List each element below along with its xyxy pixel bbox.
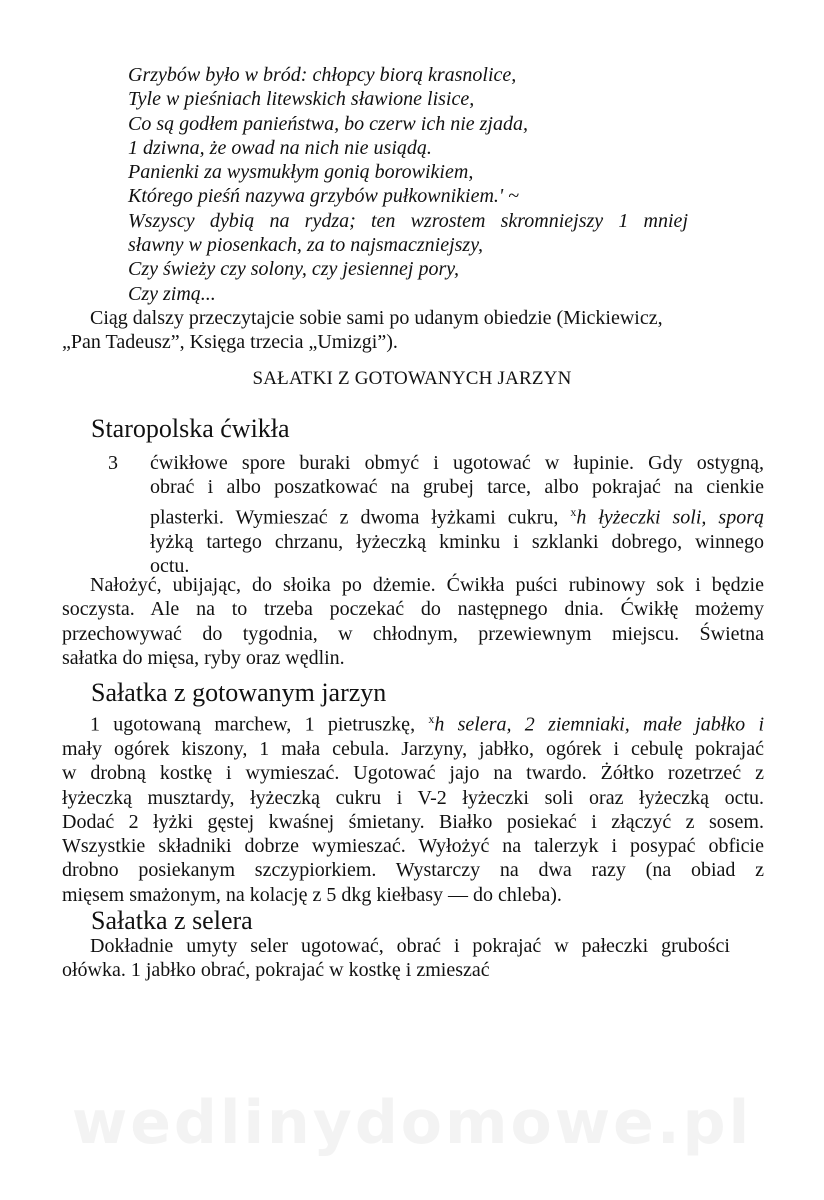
superscript: x: [570, 504, 577, 519]
paragraph-line: przechowywać do tygodnia, w chłodnym, przewiewnym miejscu. Świetna: [62, 622, 764, 645]
poem-line: Czy świeży czy solony, czy jesiennej pory,: [128, 258, 460, 281]
poem-excerpt: [128, 63, 768, 306]
section-heading: SAŁATKI Z GOTOWANYCH JARZYN: [252, 368, 572, 389]
paragraph-line: Dodać 2 łyżki gęstej kwaśnej śmietany. Białko posiekać i złączyć z sosem.: [62, 810, 764, 833]
paragraph-line: w drobną kostkę i wymieszać. Ugotować jajo na twardo. Żółtko rozetrzeć z: [62, 762, 764, 785]
paragraph-line: octu.: [150, 554, 190, 577]
paragraph-line: mały ogórek kiszony, 1 mała cebula. Jarzyny, jabłko, ogórek i cebulę pokrajać: [62, 737, 764, 760]
paragraph-line: ćwikłowe spore buraki obmyć i ugotować w łupinie. Gdy ostygną,: [150, 452, 764, 474]
paragraph-line: Wszystkie składniki dobrze wymieszać. Wyłożyć na talerzyk i posypać obficie: [62, 835, 764, 858]
paragraph-line: soczysta. Ale na to trzeba poczekać do następnego dnia. Ćwikłę możemy: [62, 598, 764, 621]
poem-line: Grzybów było w bród: chłopcy biorą krasnolice,: [128, 64, 517, 86]
paragraph-line: mięsem smażonym, na kolację z 5 dkg kiełbasy — do chleba).: [62, 883, 562, 906]
poem-line: sławny w piosenkach, za to najsmaczniejszy,: [128, 234, 483, 257]
paragraph-line: ołówka. 1 jabłko obrać, pokrajać w kostkę i zmieszać: [62, 959, 490, 982]
text-fragment: h łyżeczki soli, sporą: [576, 506, 764, 529]
recipe-paragraph: [62, 934, 764, 983]
ingredient-count: 3: [108, 452, 118, 474]
ingredients-text: [150, 451, 764, 578]
intro-paragraph: [62, 306, 764, 355]
paragraph-line: łyżeczką musztardy, łyżeczką cukru i V-2 łyżeczki soli oraz łyżeczką octu.: [62, 786, 764, 809]
paragraph-line: drobno posiekanym szczypiorkiem. Wystarczy na dwa razy (na obiad z: [62, 859, 764, 882]
watermark: wedlinydomowe.pl: [71, 1088, 753, 1158]
poem-line: Wszyscy dybią na rydza; ten wzrostem skromniejszy 1 mniej: [128, 209, 688, 232]
poem-line: Tyle w pieśniach litewskich sławione lisice,: [128, 88, 475, 111]
paragraph-line: [150, 500, 764, 530]
superscript: x: [428, 712, 435, 726]
paragraph-line: obrać i albo poszatkować na grubej tarce, albo pokrajać na cienkie: [150, 476, 764, 499]
paragraph-line: sałatka do mięsa, ryby oraz wędlin.: [62, 646, 345, 669]
recipe-paragraph: [62, 573, 764, 670]
paragraph-line: „Pan Tadeusz”, Księga trzecia „Umizgi”).: [62, 331, 398, 354]
paragraph-line: Nałożyć, ubijając, do słoika po dżemie. Ćwikła puści rubinowy sok i będzie: [90, 574, 764, 596]
poem-line: 1 dziwna, że owad na nich nie usiądą.: [128, 136, 432, 159]
poem-line: Którego pieśń nazywa grzybów pułkownikiem.' ~: [128, 185, 519, 208]
paragraph-line: łyżką tartego chrzanu, łyżeczką kminku i szklanki dobrego, winnego: [150, 530, 764, 553]
paragraph-line: Ciąg dalszy przeczytajcie sobie sami po udanym obiedzie (Mickiewicz,: [90, 307, 663, 329]
poem-line: Panienki za wysmukłym gonią borowikiem,: [128, 161, 474, 184]
ingredients-numbered-item: [62, 451, 764, 578]
text-fragment: 1 ugotowaną marchew, 1 pietruszkę,: [90, 713, 429, 736]
poem-line: Co są godłem panieństwa, bo czerw ich nie zjada,: [128, 112, 528, 135]
paragraph-line: Dokładnie umyty seler ugotować, obrać i pokrajać w pałeczki grubości: [90, 935, 730, 957]
recipe-title: Sałatka z selera: [91, 906, 253, 935]
text-fragment: h selera, 2 ziemniaki, małe jabłko i: [434, 713, 765, 736]
recipe-paragraph: [62, 707, 764, 907]
recipe-title: Sałatka z gotowanym jarzyn: [91, 678, 387, 707]
recipe-title: Staropolska ćwikła: [91, 414, 290, 443]
paragraph-line: [62, 707, 764, 737]
poem-line: Czy zimą...: [128, 282, 216, 305]
text-fragment: plasterki. Wymieszać z dwoma łyżkami cukru,: [150, 506, 571, 529]
